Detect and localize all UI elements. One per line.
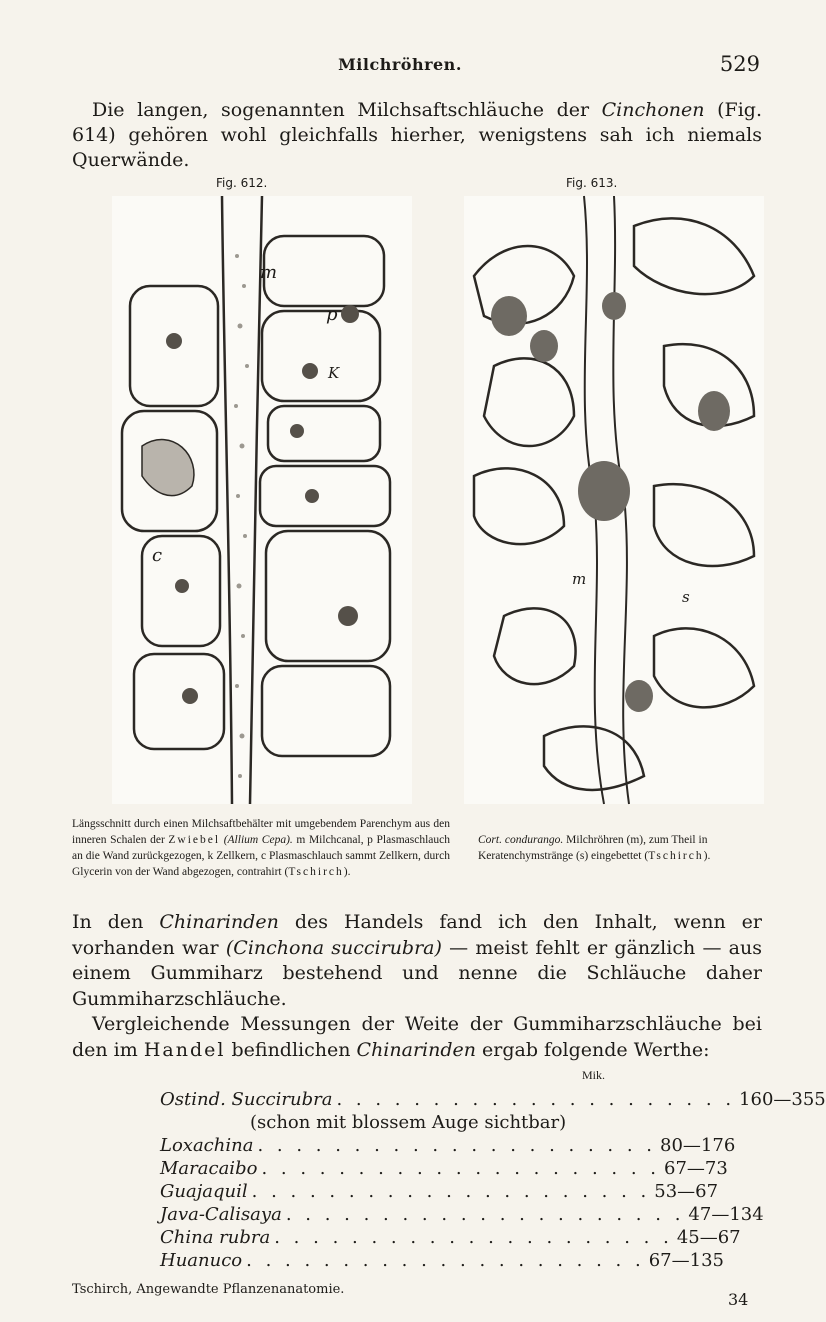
letter-k: K (328, 364, 340, 382)
leader-dots: . . . . . . . . . . . . . . . . . . . . . (274, 1227, 673, 1248)
laticifer-contents (491, 292, 730, 712)
footer-attribution: Tschirch, Angewandte Pflanzenanatomie. (72, 1282, 345, 1297)
leader-dots: . . . . . . . . . . . . . . . . . . . . . (257, 1135, 657, 1156)
leader-dots: . . . . . . . . . . . . . . . . . . . . . (336, 1089, 736, 1110)
left-cells (122, 286, 224, 749)
row-value: 67—73 (664, 1158, 728, 1179)
p2-c: befindlichen (225, 1038, 357, 1061)
table-row (160, 1226, 741, 1249)
unit-header: Mik. (582, 1068, 606, 1082)
letter-c: c (152, 545, 163, 566)
caption-author: Zwiebel (168, 834, 221, 846)
p2-e: ergab folgende Werthe: (476, 1038, 710, 1061)
letter-m: m (260, 262, 278, 283)
caption-text: Längsschnitt durch einen Milchsaftbehälter mit umgebendem Parenchym aus den inneren Schalen der (72, 818, 450, 846)
row-value: 67—135 (648, 1250, 724, 1271)
letter-p: p (326, 304, 338, 325)
intro-paragraph (72, 98, 762, 173)
row-name: China rubra (160, 1227, 271, 1248)
caption-species: (Allium Cepa). (223, 834, 293, 846)
row-value: 80—176 (660, 1135, 736, 1156)
p1-a: In den (72, 911, 160, 933)
caption-author-2: Tschirch (288, 866, 344, 878)
row-name: Huanuco (160, 1250, 243, 1271)
p1-b: Chinarinden (159, 911, 279, 933)
row-name: Guajaquil (160, 1181, 248, 1202)
p1-e: — meist fehlt er gänzlich — aus einem Gummiharz bestehend und nenne die Schläuche daher Gummiharzschläuche. (72, 936, 763, 1010)
caption-text-2: ). (703, 850, 711, 862)
leader-dots: . . . . . . . . . . . . . . . . . . . . . (246, 1250, 645, 1271)
paragraph-1 (72, 910, 762, 1012)
table-row (160, 1203, 764, 1226)
p2-a: Vergleichende Messungen der Weite der Gummiharzschläuche bei den im (72, 1013, 762, 1061)
intro-text: Die langen, sogenannten Milchsaftschläuche der (92, 99, 602, 121)
row-name: Ostind. Succirubra (160, 1089, 333, 1110)
page-number: 529 (719, 52, 760, 76)
fig613-caption (478, 832, 768, 864)
table-row (160, 1180, 719, 1203)
p1-c: des Handels fand ich den Inhalt, wenn er vorhanden war (72, 911, 762, 959)
measurement-table (160, 1068, 826, 1272)
table-note: (schon mit blossem Auge sichtbar) (250, 1112, 567, 1133)
row-value: 160—355 (739, 1089, 826, 1110)
paragraph-2 (72, 1012, 762, 1063)
contracted-protoplast (142, 440, 194, 496)
table-row (160, 1249, 724, 1272)
caption-text: Milchröhren (m), zum Theil in Keratenchymstränge (s) eingebettet ( (478, 834, 708, 862)
table-row (160, 1134, 736, 1157)
p2-d: Chinarinden (356, 1038, 476, 1061)
fig612-caption (72, 816, 450, 880)
row-name: Java-Calisaya (160, 1204, 282, 1225)
right-cells (260, 236, 390, 756)
canal-granules (234, 254, 249, 778)
row-value: 47—134 (688, 1204, 764, 1225)
fig612-label: Fig. 612. (216, 176, 268, 190)
row-name: Maracaibo (160, 1158, 258, 1179)
body-text (72, 910, 762, 1063)
row-value: 53—67 (654, 1181, 719, 1202)
signature-mark: 34 (728, 1290, 749, 1309)
header-title: Milchröhren. (338, 55, 462, 74)
leader-dots: . . . . . . . . . . . . . . . . . . . . . (261, 1158, 661, 1179)
caption-text-3: ). (343, 866, 351, 878)
figure-612 (112, 196, 412, 804)
row-value: 45—67 (676, 1227, 741, 1248)
leader-dots: . . . . . . . . . . . . . . . . . . . . . (251, 1181, 651, 1202)
figure-613 (464, 196, 764, 804)
leader-dots: . . . . . . . . . . . . . . . . . . . . . (285, 1204, 685, 1225)
row-name: Loxachina (160, 1135, 254, 1156)
letter-s: s (682, 588, 690, 606)
letter-m: m (572, 570, 587, 588)
caption-text-2: m Milchcanal, p Plasmaschlauch an die Wand zurückgezogen, k Zellkern, c Plasmaschlauch sammt Zellkern, durch Glycerin von der Wand abgezogen, contrahirt ( (72, 834, 450, 878)
caption-author: Tschirch (648, 850, 704, 862)
table-row (160, 1088, 826, 1111)
table-row (160, 1157, 728, 1180)
intro-genus: Cinchonen (601, 99, 705, 121)
fig613-label: Fig. 613. (566, 176, 618, 190)
p2-b: Handel (143, 1038, 226, 1061)
intro-text-2: (Fig. 614) gehören wohl gleichfalls hierher, wenigstens sah ich niemals Querwände. (72, 99, 762, 171)
caption-species: Cort. condurango. (478, 834, 564, 846)
p1-d: (Cinchona succirubra) (225, 936, 442, 959)
